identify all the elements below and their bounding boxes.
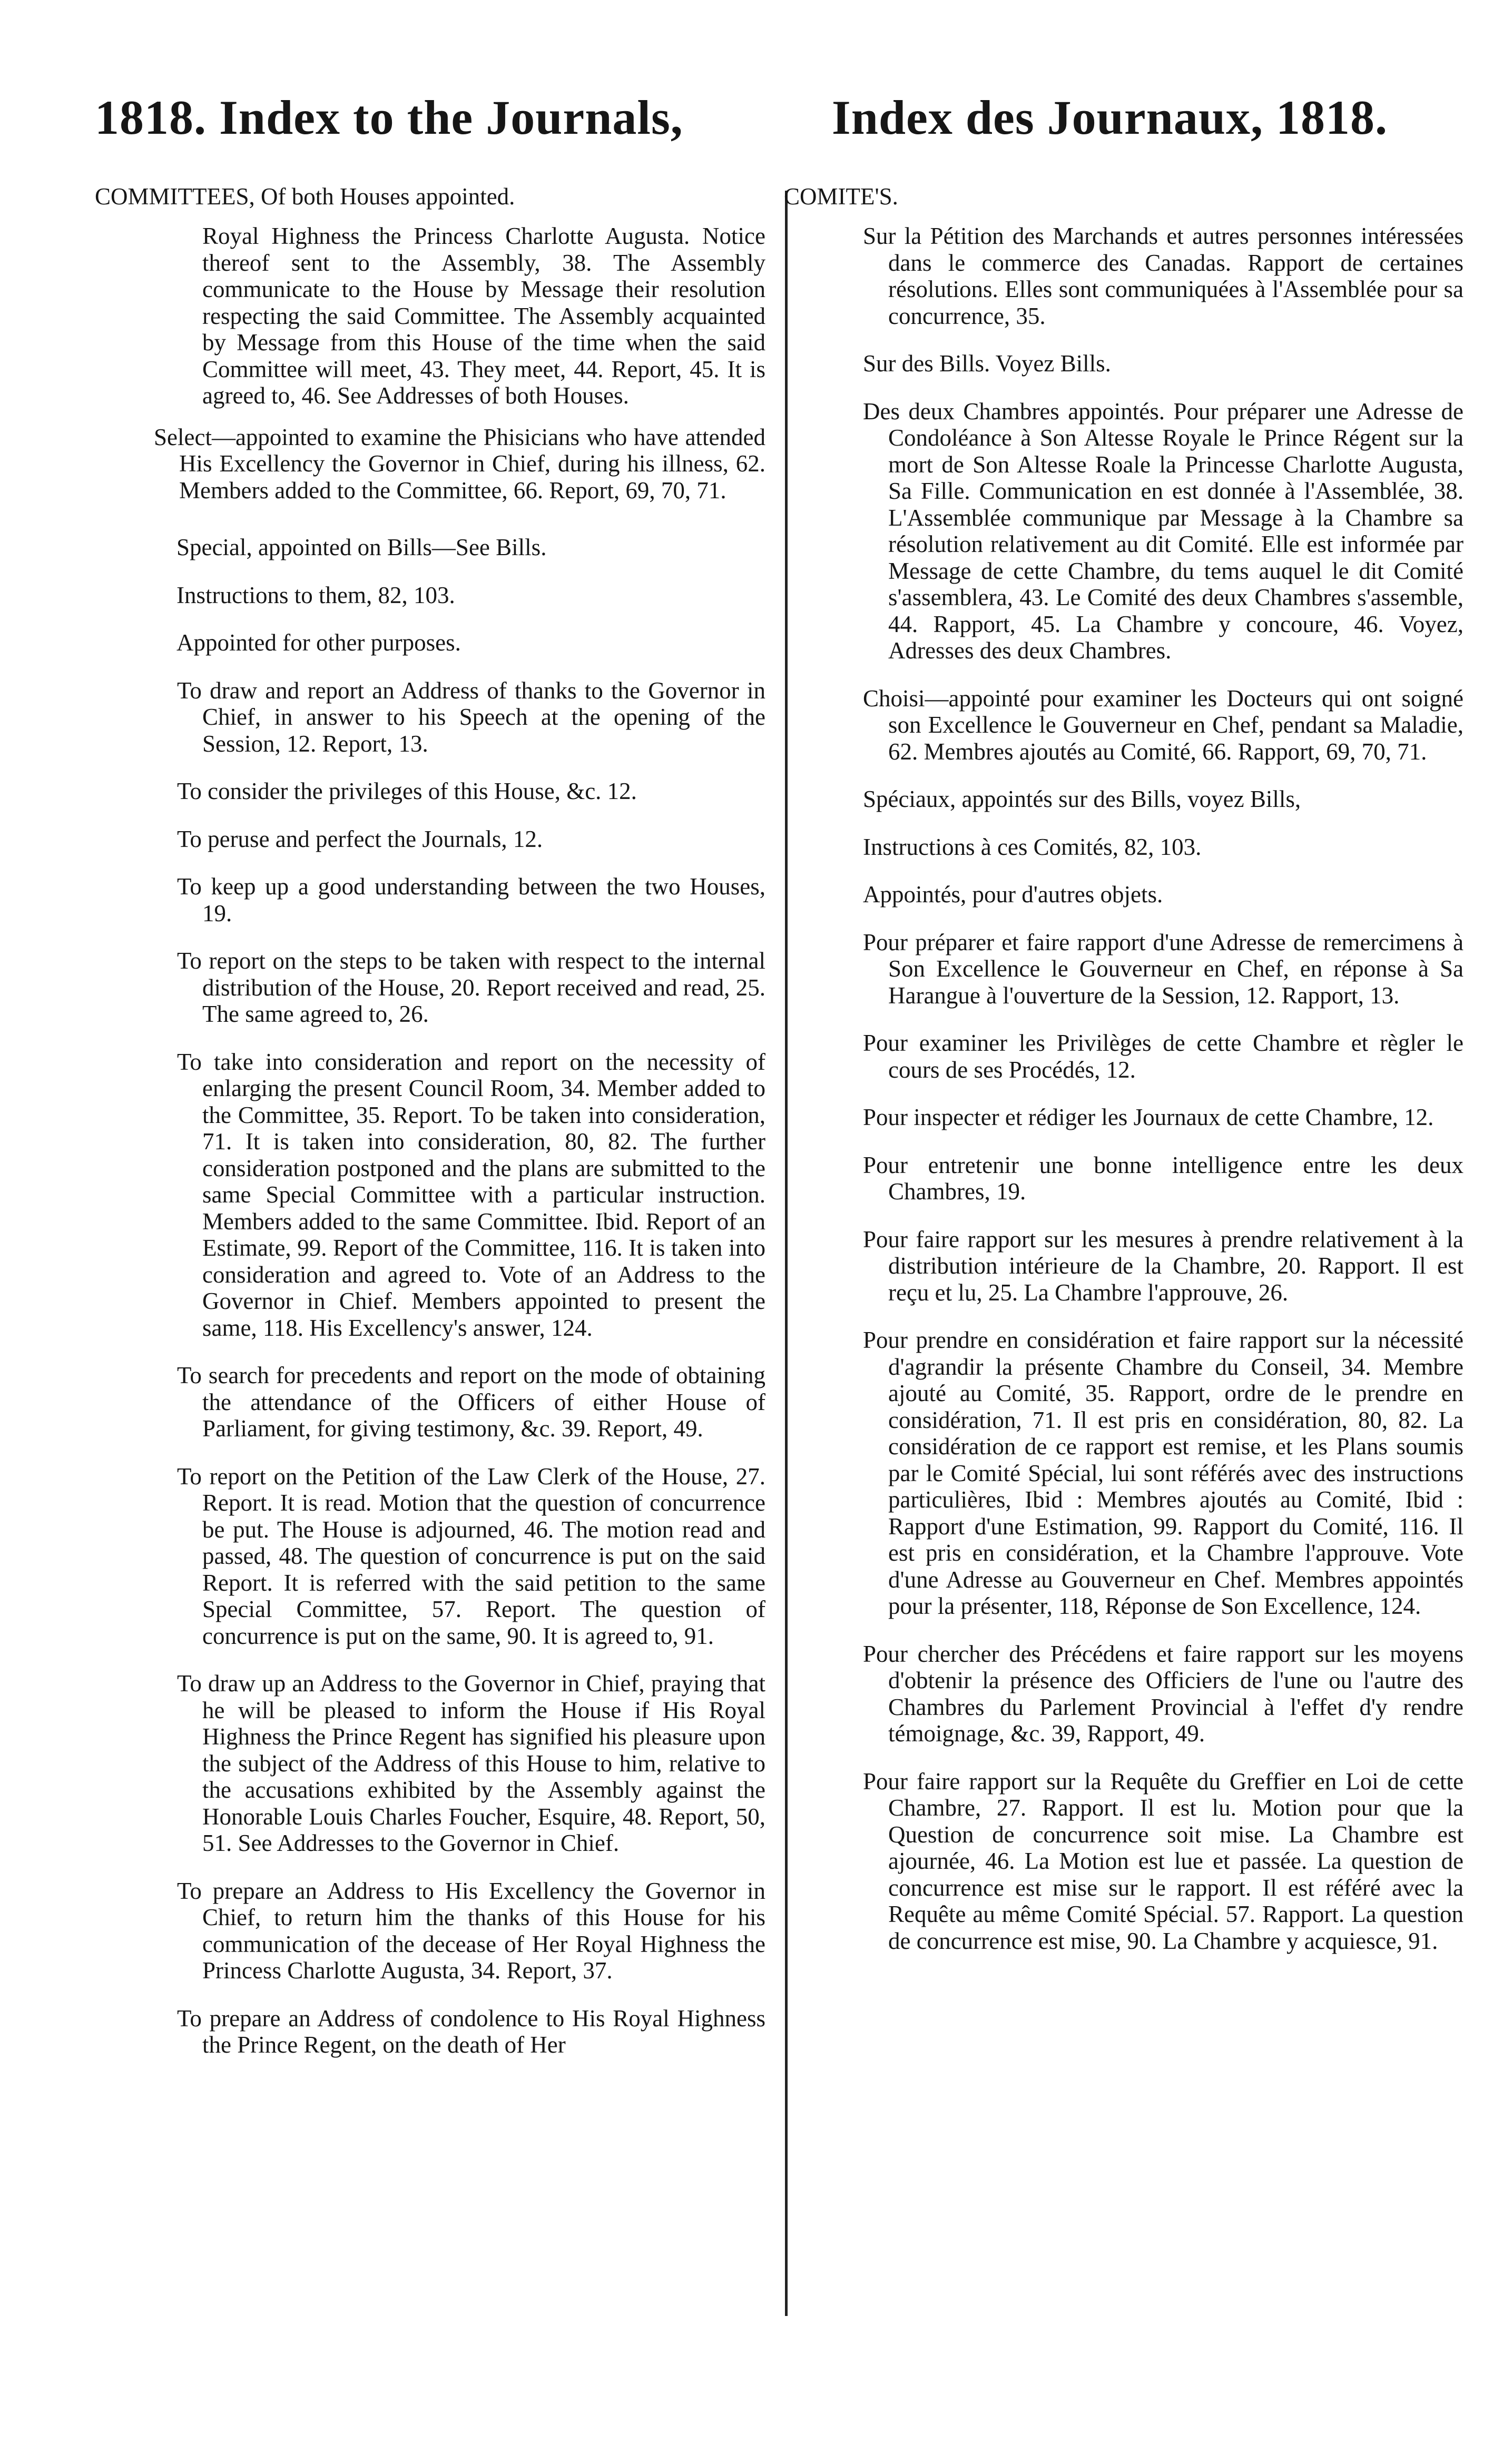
index-entry: To prepare an Address of condolence to His Royal Highness the Prince Regent, on the death of Her <box>177 2005 765 2058</box>
index-entry: Pour faire rapport sur la Requête du Greffier en Loi de cette Chambre, 27. Rapport. Il est lu. Motion pour que la Question de concurrence soit mise. La Chambre est ajournée, 46. La Motion est lue et passée. La question de concurrence est mise sur le rapport. Il est référé avec la Requête au même Comité Spécial. 57. Rapport. La question de concurrence est mise, 90. La Chambre y acquiesce, 91. <box>863 1768 1463 1954</box>
index-entry: Des deux Chambres appointés. Pour préparer une Adresse de Condoléance à Son Altesse Royale le Prince Régent sur la mort de Son Altesse Roale la Princesse Charlotte Augusta, Sa Fille. Communication en est donnée à l'Assemblée, 38. L'Assemblée communique par Message à la Chambre sa résolution relativement au dit Comité. Elle est informée par Message de cette Chambre, du tems auquel le dit Comité s'assemblera, 43. Le Comité des deux Chambres s'assemble, 44. Rapport, 45. La Chambre y concoure, 46. Voyez, Adresses des deux Chambres. <box>863 398 1463 664</box>
index-entry: Pour préparer et faire rapport d'une Adresse de remercimens à Son Excellence le Gouverneur en Chef, en réponse à Sa Harangue à l'ouverture de la Session, 12. Rapport, 13. <box>863 929 1463 1009</box>
index-entry: Sur des Bills. Voyez Bills. <box>863 350 1111 377</box>
index-entry: Instructions to them, 82, 103. <box>176 581 455 608</box>
index-entry: To report on the Petition of the Law Clerk of the House, 27. Report. It is read. Motion that the question of concurrence be put. The House is adjourned, 46. The motion read and passed, 48. The question of concurrence is put on the said Report. It is referred with the said petition to the same Special Committee, 57. Report. The question of concurrence is put on the same, 90. It is agreed to, 91. <box>177 1463 765 1649</box>
index-entry: Pour chercher des Précédens et faire rapport sur les moyens d'obtenir la présence des Officiers de l'une ou l'autre des Chambres du Parlement Provincial à l'effet d'y rendre témoignage, &c. 39, Rapport, 49. <box>863 1640 1463 1747</box>
index-entry: Pour prendre en considération et faire rapport sur la nécessité d'agrandir la présente Chambre du Conseil, 34. Membre ajouté au Comité, 35. Rapport, ordre de le prendre en considération, 71. Il est pris en considération, 80, 82. La considération de ce rapport est remise, et les Plans soumis par le Comité Spécial, lui sont référés avec des instructions particulières, Ibid : Membres ajoutés au Comité, Ibid : Rapport d'une Estimation, 99. Rapport du Comité, 116. Il est pris en considération, et la Chambre l'approuve. Vote d'une Adresse au Gouverneur en Chef. Membres appointés pour la présenter, 118, Réponse de Son Excellence, 124. <box>863 1327 1463 1619</box>
index-entry: To report on the steps to be taken with respect to the internal distribution of the House, 20. Report received and read, 25. The same agreed to, 26. <box>177 948 765 1027</box>
index-entry: Pour examiner les Privilèges de cette Chambre et règler le cours de ses Procédés, 12. <box>863 1030 1463 1083</box>
committees-heading: COMMITTEES, Of both Houses appointed. <box>95 183 515 210</box>
index-entry: To search for precedents and report on the mode of obtaining the attendance of the Officers of either House of Parliament, for giving testimony, &c. 39. Report, 49. <box>177 1362 765 1442</box>
index-entry: Sur la Pétition des Marchands et autres personnes intéressées dans le commerce des Canadas. Rapport de certaines résolutions. Elles sont communiquées à l'Assemblée pour sa concurrence, 35. <box>863 223 1463 329</box>
index-entry: Pour faire rapport sur les mesures à prendre relativement à la distribution intérieure de la Chambre, 20. Rapport. Il est reçu et lu, 25. La Chambre l'approuve, 26. <box>863 1226 1463 1306</box>
running-header-english: 1818. Index to the Journals, <box>95 91 683 144</box>
index-subheading: Appointed for other purposes. <box>176 629 461 656</box>
index-entry: To consider the privileges of this House, &c. 12. <box>177 778 637 804</box>
index-entry: Spéciaux, appointés sur des Bills, voyez Bills, <box>863 786 1301 812</box>
index-entry: To draw and report an Address of thanks to the Governor in Chief, in answer to his Speech at the opening of the Session, 12. Report, 13. <box>177 677 765 757</box>
index-entry: Pour inspecter et rédiger les Journaux de cette Chambre, 12. <box>863 1104 1434 1130</box>
index-entry: Select—appointed to examine the Phisicians who have attended His Excellency the Governor in Chief, during his illness, 62. Members added to the Committee, 66. Report, 69, 70, 71. <box>154 423 765 504</box>
index-subheading: Appointés, pour d'autres objets. <box>863 881 1163 908</box>
index-entry: To draw up an Address to the Governor in Chief, praying that he will be pleased to inform the House if His Royal Highness the Prince Regent has signified his pleasure upon the subject of the Address of this House to him, relative to the accusations exhibited by the Assembly against the Honorable Louis Charles Foucher, Esquire, 48. Report, 50, 51. See Addresses to the Governor in Chief. <box>177 1670 765 1856</box>
french-column <box>784 182 1463 1954</box>
running-header-french: Index des Journaux, 1818. <box>831 91 1388 144</box>
index-entry: Choisi—appointé pour examiner les Docteurs qui ont soigné son Excellence le Gouverneur en Chef, pendant sa Maladie, 62. Membres ajoutés au Comité, 66. Rapport, 69, 70, 71. <box>863 685 1463 765</box>
index-entry: To prepare an Address to His Excellency the Governor in Chief, to return him the thanks of this House for his communication of the decease of Her Royal Highness the Princess Charlotte Augusta, 34. Report, 37. <box>177 1877 765 1984</box>
index-entry: To keep up a good understanding between the two Houses, 19. <box>177 873 765 927</box>
comites-heading: COMITE'S. <box>784 183 898 210</box>
index-entry: To take into consideration and report on the necessity of enlarging the present Council Room, 34. Member added to the Committee, 35. Report. To be taken into consideration, 71. It is taken into consideration, 80, 82. The further consideration postponed and the plans are submitted to the same Special Committee with a particular instruction. Members added to the same Committee. Ibid. Report of an Estimate, 99. Report of the Committee, 116. It is taken into consideration and agreed to. Vote of an Address to the Governor in Chief. Members appointed to present the same, 118. His Excellency's answer, 124. <box>177 1048 765 1341</box>
index-entry: Pour entretenir une bonne intelligence entre les deux Chambres, 19. <box>863 1151 1463 1205</box>
index-entry: Royal Highness the Princess Charlotte Augusta. Notice thereof sent to the Assembly, 38. The Assembly communicate to the House by Message their resolution respecting the said Committee. The Assembly acquainted by Message from this House of the time when the said Committee will meet, 43. They meet, 44. Report, 45. It is agreed to, 46. See Addresses of both Houses. <box>202 223 765 409</box>
index-entry: To peruse and perfect the Journals, 12. <box>177 825 543 852</box>
english-column <box>95 182 777 2058</box>
index-entry: Special, appointed on Bills—See Bills. <box>176 534 547 560</box>
index-entry: Instructions à ces Comités, 82, 103. <box>863 833 1202 860</box>
